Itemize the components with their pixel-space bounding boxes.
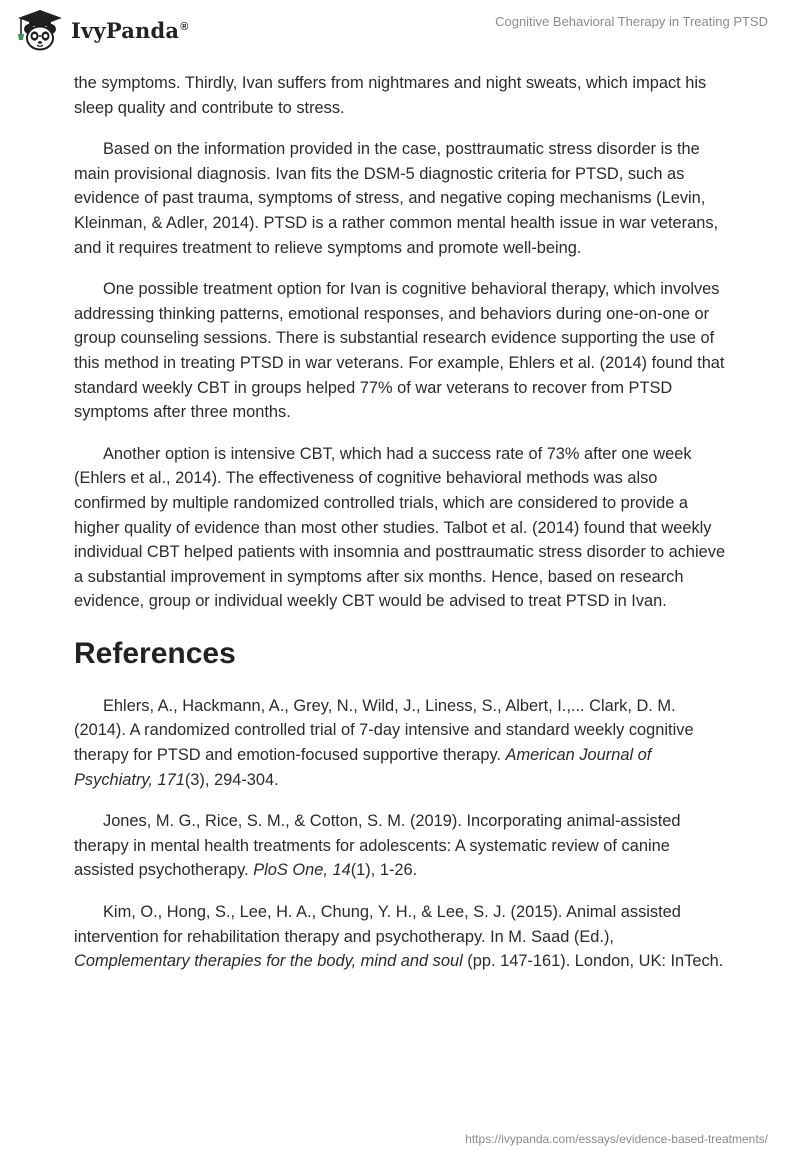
reference-journal: PloS One, 14 bbox=[253, 861, 351, 880]
paragraph-intensive-cbt: Another option is intensive CBT, which had a success rate of 73% after one week (Ehlers et al., 2014). The effectiveness of cognitive behavioral methods was also confirmed by multiple randomized controlled trials, which are considered to provide a higher quality of evidence than most other studies. Talbot et al. (2014) found that weekly individual CBT helped patients with insomnia and posttraumatic stress disorder to achieve a substantial improvement in symptoms after six months. Hence, based on research evidence, group or individual weekly CBT would be advised to treat PTSD in Ivan. bbox=[74, 444, 726, 611]
reference-text: Jones, M. G., Rice, S. M., & Cotton, S. M. (2019). Incorporating animal-assisted therapy in mental health treatments for adolescents: A systematic review of canine assisted psychotherapy. bbox=[74, 812, 681, 880]
references-heading: References bbox=[74, 636, 236, 670]
ivypanda-logo[interactable] bbox=[15, 8, 189, 52]
reference-text: Ehlers, A., Hackmann, A., Grey, N., Wild, J., Liness, S., Albert, I.,... Clark, D. M. (2014). A randomized controlled trial of 7-day intensive and standard weekly cognitive therapy for PTSD and emotion-focused supportive therapy. bbox=[74, 696, 694, 765]
panda-logo-icon bbox=[15, 8, 65, 52]
reference-text: Kim, O., Hong, S., Lee, H. A., Chung, Y. H., & Lee, S. J. (2015). Animal assisted intervention for rehabilitation therapy and psychotherapy. In M. Saad (Ed.), bbox=[74, 903, 681, 946]
reference-pages: (pp. 147-161). London, UK: InTech. bbox=[462, 952, 724, 971]
page-header bbox=[0, 0, 800, 64]
paragraph-continuation: the symptoms. Thirdly, Ivan suffers from nightmares and night sweats, which impact his sleep quality and contribute to stress. bbox=[74, 74, 707, 117]
paragraph-diagnosis: Based on the information provided in the case, posttraumatic stress disorder is the main provisional diagnosis. Ivan fits the DSM-5 diagnostic criteria for PTSD, such as evidence of past trauma, symptoms of stress, and negative coping mechanisms (Levin, Kleinman, & Adler, 2014). PTSD is a rather common mental health issue in war veterans, and it requires treatment to relieve symptoms and promote well-being. bbox=[74, 140, 719, 257]
reference-ehlers bbox=[74, 694, 726, 792]
paragraph-treatment-cbt: One possible treatment option for Ivan is cognitive behavioral therapy, which involves addressing thinking patterns, emotional responses, and behaviors during one-on-one or group counseling sessions. There is substantial research evidence supporting the use of this method in treating PTSD in war veterans. For example, Ehlers et al. (2014) found that standard weekly CBT in groups helped 77% of war veterans to recover from PTSD symptoms after three months. bbox=[74, 280, 725, 422]
reference-journal: American Journal of Psychiatry, 171 bbox=[74, 746, 652, 789]
reference-pages: (3), 294-304. bbox=[184, 770, 279, 789]
document-title: Cognitive Behavioral Therapy in Treating PTSD bbox=[495, 14, 768, 29]
reference-jones bbox=[74, 809, 726, 883]
reference-book-title: Complementary therapies for the body, mind and soul bbox=[74, 952, 463, 971]
brand-name: IvyPanda® bbox=[71, 17, 189, 43]
footer-url[interactable]: https://ivypanda.com/essays/evidence-based-treatments/ bbox=[465, 1132, 768, 1146]
registered-mark: ® bbox=[180, 20, 189, 33]
essay-content bbox=[74, 71, 726, 991]
reference-pages: (1), 1-26. bbox=[350, 861, 418, 880]
reference-kim bbox=[74, 900, 726, 974]
